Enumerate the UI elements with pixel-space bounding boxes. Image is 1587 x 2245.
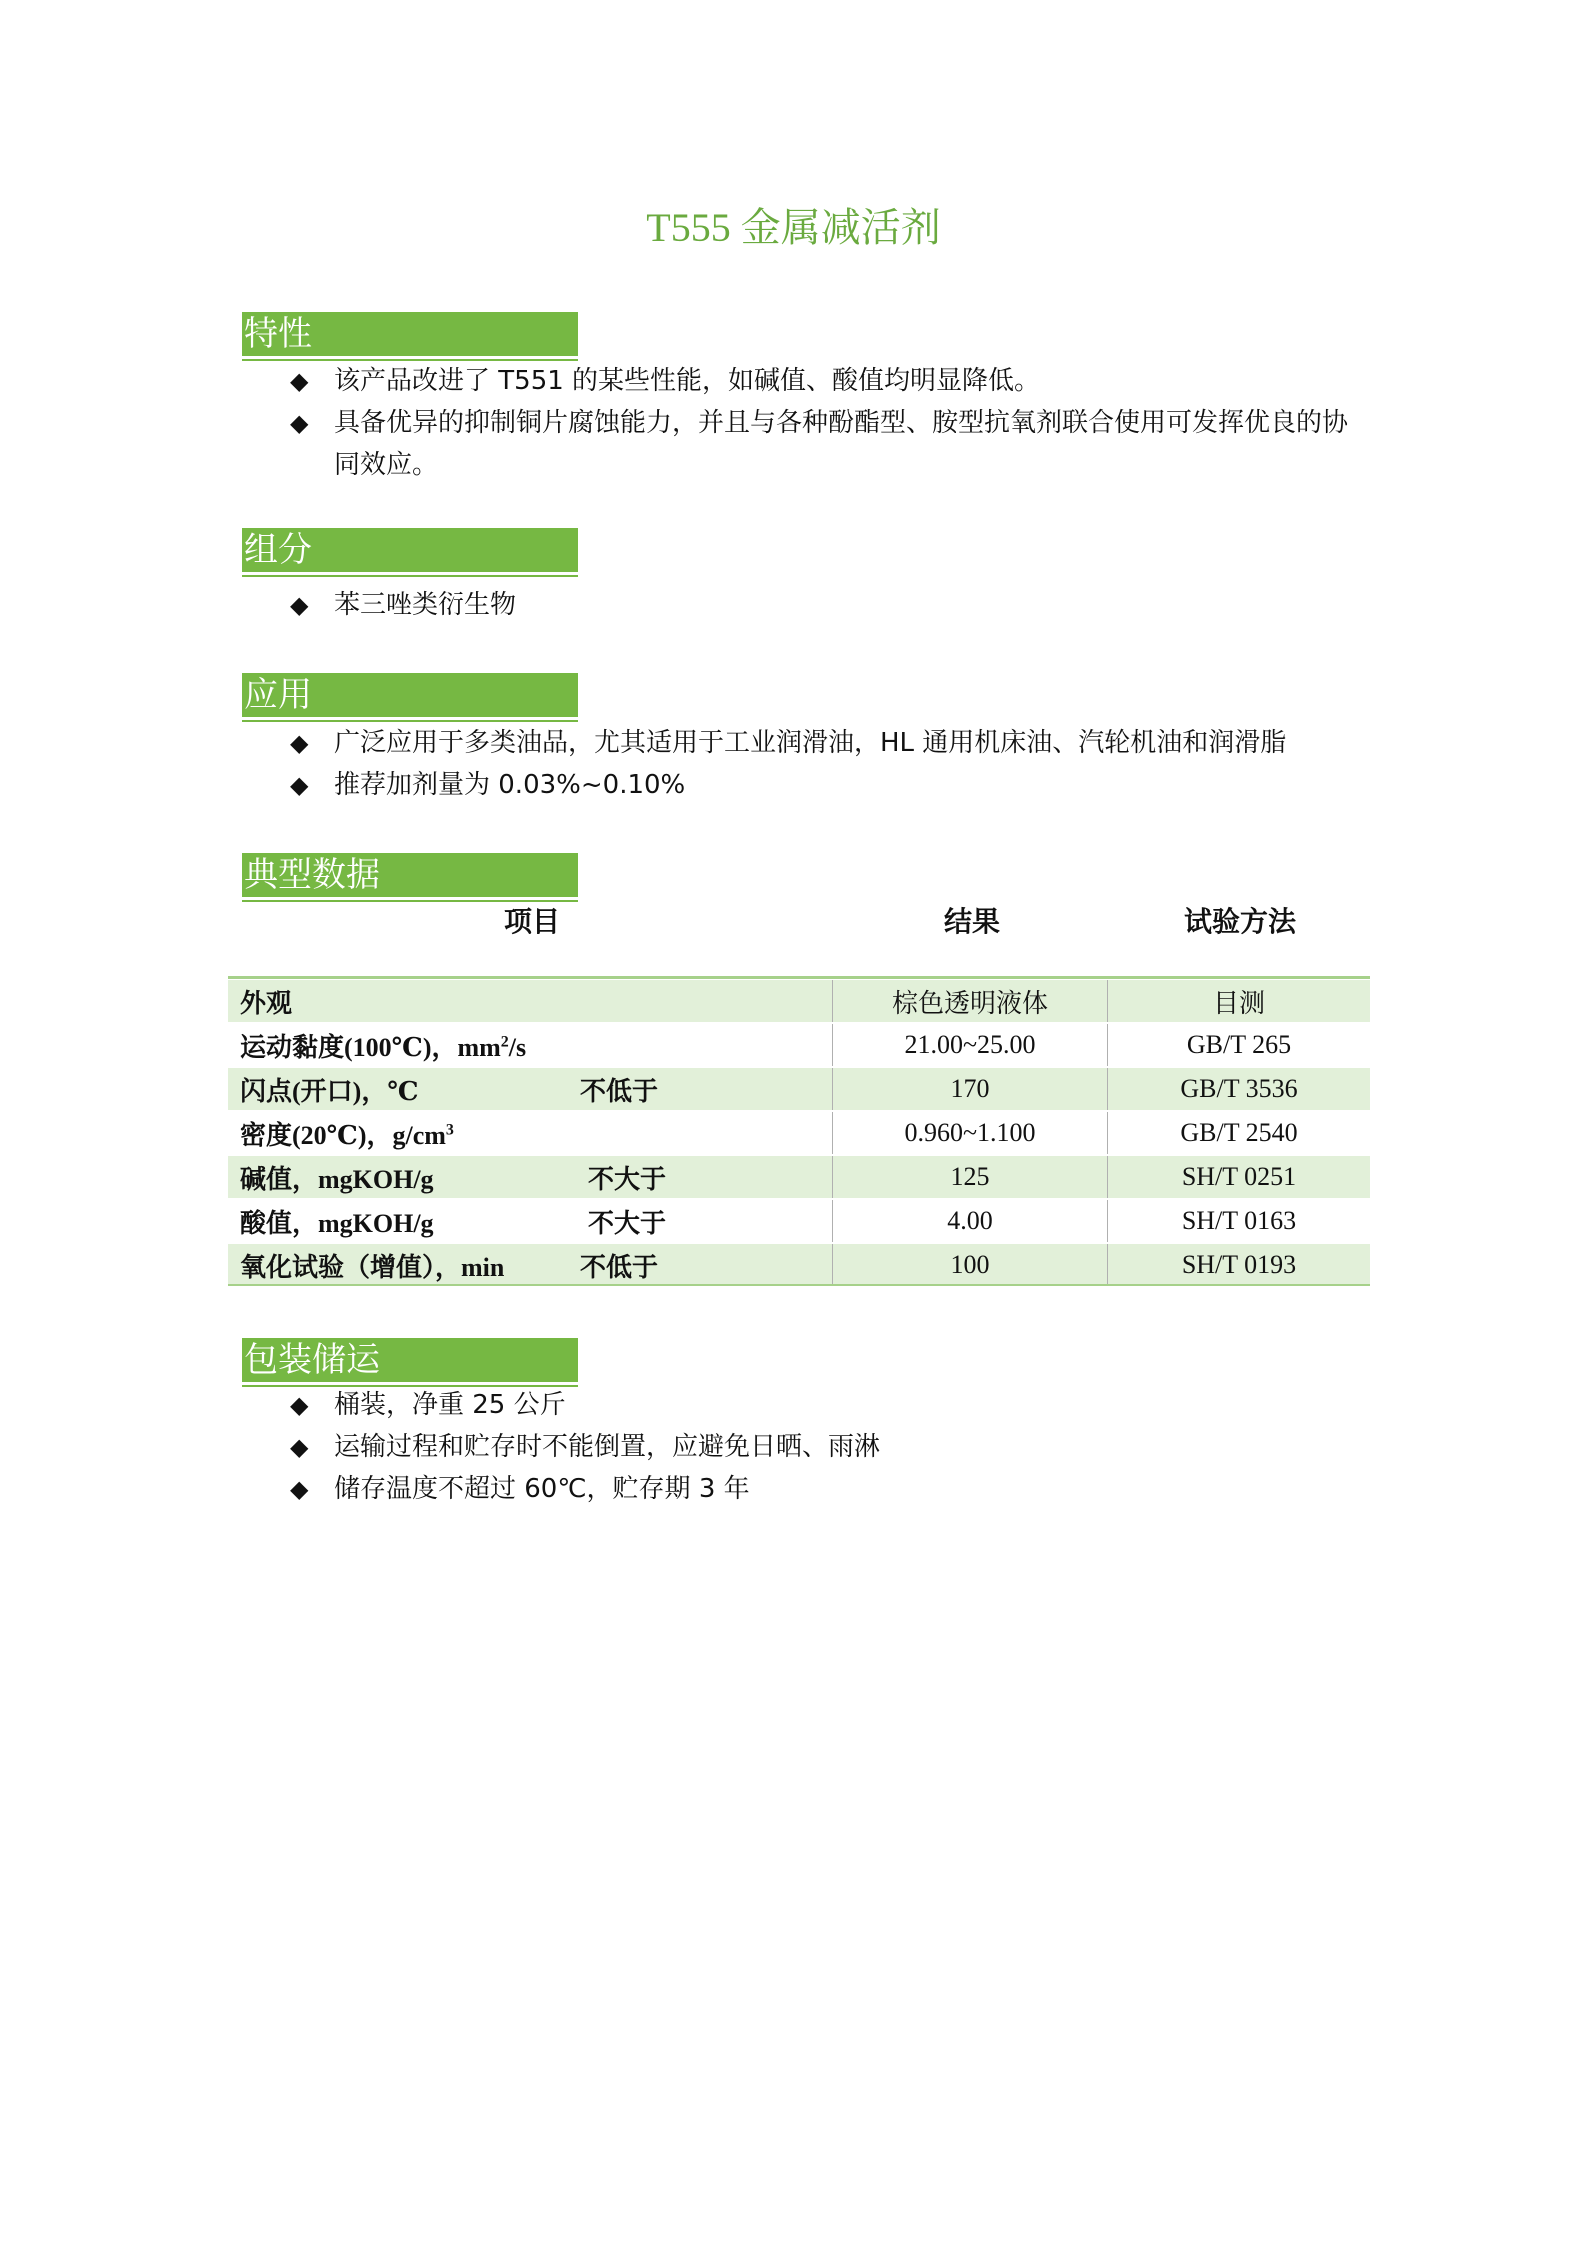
section-heading-text: 应用 [242,673,578,720]
table-top-rule [228,976,1370,979]
column-header-result: 结果 [944,905,1001,938]
properties-list [290,360,1370,486]
row-item-cell: 碱值，mgKOH/g 不大于 [228,1155,833,1199]
table-bottom-rule [228,1284,1370,1286]
table-row [228,1111,1370,1155]
row-item-cell: 氧化试验（增值），min 不低于 [228,1243,833,1287]
row-result-cell: 0.960~1.100 [833,1111,1108,1155]
table-row [228,1155,1370,1199]
diamond-bullet-icon: ◆ [290,409,309,437]
list-item: ◆ 运输过程和贮存时不能倒置，应避免日晒、雨淋 [290,1426,1370,1468]
row-result-cell: 4.00 [833,1199,1108,1243]
qualifier-text: 不大于 [588,1164,667,1194]
section-heading-application [242,673,578,720]
row-result-cell: 125 [833,1155,1108,1199]
list-item: ◆ 广泛应用于多类油品，尤其适用于工业润滑油，HL 通用机床油、汽轮机油和润滑脂 [290,722,1370,764]
row-method-cell: SH/T 0163 [1108,1199,1371,1243]
list-item: ◆ 苯三唑类衍生物 [290,584,1370,626]
row-result-cell: 170 [833,1067,1108,1111]
section-heading-typical-data [242,853,578,900]
section-heading-composition [242,528,578,575]
list-item: ◆ 储存温度不超过 60℃，贮存期 3 年 [290,1468,1370,1510]
row-result-cell: 21.00~25.00 [833,1023,1108,1067]
qualifier-text: 不低于 [580,1076,659,1106]
column-header-item: 项目 [504,905,561,938]
table-row [228,1199,1370,1243]
row-method-cell: GB/T 265 [1108,1023,1371,1067]
composition-list [290,584,1370,626]
diamond-bullet-icon: ◆ [290,729,309,757]
page-title: T555 金属减活剂 [646,205,941,250]
diamond-bullet-icon: ◆ [290,1433,309,1461]
row-item-cell: 外观 [228,980,833,1023]
table-row [228,1243,1370,1287]
diamond-bullet-icon: ◆ [290,1391,309,1419]
table-row [228,1023,1370,1067]
row-method-cell: SH/T 0251 [1108,1155,1371,1199]
packaging-list [290,1384,1370,1510]
application-list [290,722,1370,806]
qualifier-text: 不大于 [588,1208,667,1238]
column-header-method: 试验方法 [1184,905,1297,938]
diamond-bullet-icon: ◆ [290,367,309,395]
section-heading-text: 包装储运 [242,1338,578,1385]
row-result-cell: 棕色透明液体 [833,980,1108,1023]
row-result-cell: 100 [833,1243,1108,1287]
diamond-bullet-icon: ◆ [290,1475,309,1503]
row-item-cell: 运动黏度(100℃)，$mm^2/s$ [228,1023,833,1067]
section-heading-packaging [242,1338,578,1385]
row-method-cell: GB/T 2540 [1108,1111,1371,1155]
row-method-cell: GB/T 3536 [1108,1067,1371,1111]
diamond-bullet-icon: ◆ [290,771,309,799]
list-item: ◆ 推荐加剂量为 0.03%~0.10% [290,764,1370,806]
qualifier-text: 不低于 [580,1252,659,1282]
table-row [228,1067,1370,1111]
diamond-bullet-icon: ◆ [290,591,309,619]
section-heading-text: 特性 [242,312,578,359]
typical-data-table [228,980,1370,1288]
section-heading-text: 典型数据 [242,853,578,900]
table-row [228,980,1370,1023]
row-item-cell: 闪点(开口)，℃ 不低于 [228,1067,833,1111]
list-item: ◆ 该产品改进了 T551 的某些性能，如碱值、酸值均明显降低。 [290,360,1370,402]
row-method-cell: 目测 [1108,980,1371,1023]
section-heading-properties [242,312,578,359]
row-item-cell: 密度(20℃)，$g/cm^3$ [228,1111,833,1155]
section-heading-text: 组分 [242,528,578,575]
row-method-cell: SH/T 0193 [1108,1243,1371,1287]
row-item-cell: 酸值，mgKOH/g 不大于 [228,1199,833,1243]
list-item: ◆ 具备优异的抑制铜片腐蚀能力，并且与各种酚酯型、胺型抗氧剂联合使用可发挥优良的协同效应。 [290,402,1370,486]
list-item: ◆ 桶装，净重 25 公斤 [290,1384,1370,1426]
